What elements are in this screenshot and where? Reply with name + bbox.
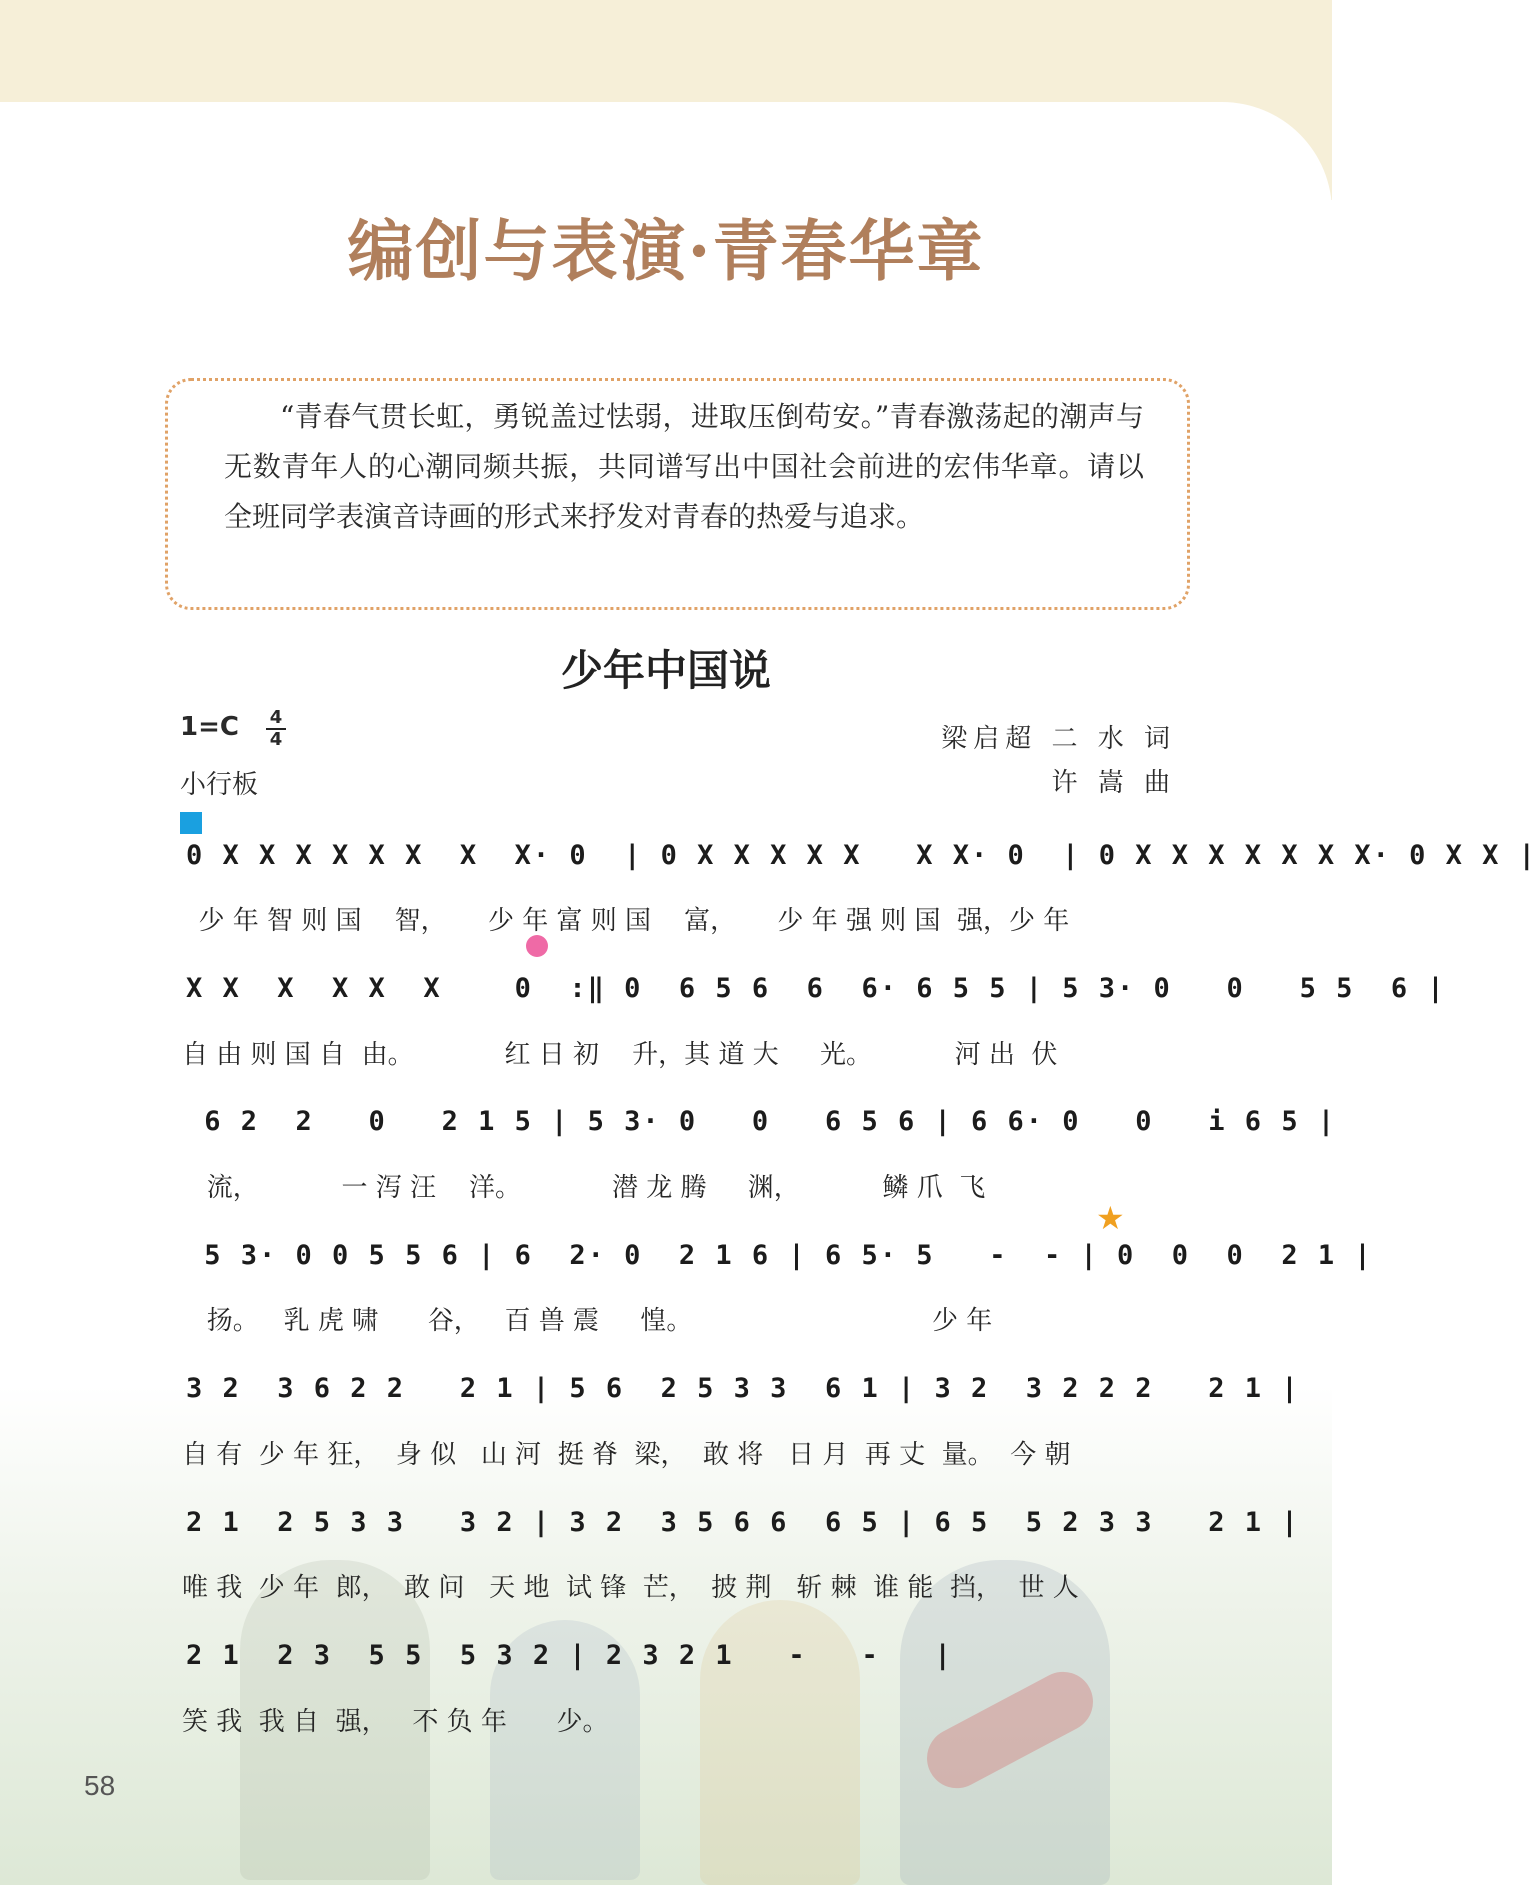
notation-row-6: 2 1 2 5 3 3 3 2 | 3 2 3 5 6 6 6 5 | 6 5 5 2 3 3 2 1 | <box>186 1507 1300 1538</box>
notation-row-5: 3 2 3 6 2 2 2 1 | 5 6 2 5 3 3 6 1 | 3 2 3 2 2 2 2 1 | <box>186 1373 1300 1404</box>
tempo-marking: 小行板 <box>180 770 259 800</box>
lyrics-row-2: 自 由 则 国 自 由。 红 日 初 升，其 道 大 光。 河 出 伏 <box>182 1040 1058 1070</box>
lyrics-row-5: 自 有 少 年 狂， 身 似 山 河 挺 脊 梁， 敢 将 日 月 再 丈 量。 今 朝 <box>182 1440 1071 1470</box>
notation-row-7: 2 1 2 3 5 5 5 3 2 | 2 3 2 1 - - | <box>186 1640 953 1671</box>
notation-row-1: 0 X X X X X X X X· 0 | 0 X X X X X X X· 0 | 0 X X X X X X X· 0 X X | <box>186 840 1537 871</box>
key-signature: 1=C <box>180 712 239 742</box>
notation-row-2: X X X X X X 0 :‖ 0 6 5 6 6 6· 6 5 5 | 5 3· 0 0 5 5 6 | <box>186 973 1446 1004</box>
time-signature-top: 4 <box>269 707 283 728</box>
lyrics-row-6: 唯 我 少 年 郎， 敢 问 天 地 试 锋 芒， 披 荆 斩 棘 谁 能 挡， 世 人 <box>182 1573 1079 1603</box>
song-title: 少年中国说 <box>560 646 771 695</box>
star-marker-icon: ★ <box>1096 1199 1125 1237</box>
lyrics-row-4: 扬。 乳 虎 啸 谷， 百 兽 震 惶。 少 年 <box>182 1306 993 1336</box>
pink-dot-marker <box>526 935 548 957</box>
blue-square-marker <box>180 812 202 834</box>
lyricist-credit: 梁启超 二 水 词 <box>941 724 1176 754</box>
lyrics-row-1: 少 年 智 则 国 智， 少 年 富 则 国 富， 少 年 强 则 国 强，少 年 <box>182 906 1070 936</box>
notation-row-3: 6 2 2 0 2 1 5 | 5 3· 0 0 6 5 6 | 6 6· 0 0 i 6 5 | <box>186 1106 1337 1137</box>
intro-text: “青春气贯长虹，勇锐盖过怯弱，进取压倒苟安。”青春激荡起的潮声与无数青年人的心潮同频共振，共同谱写出中国社会前进的宏伟华章。请以全班同学表演音诗画的形式来抒发对青春的热爱与追求。 <box>224 400 1144 533</box>
time-signature <box>266 708 286 750</box>
page-title: 编创与表演·青春华章 <box>347 212 985 290</box>
lyrics-row-3: 流， 一 泻 汪 洋。 潜 龙 腾 渊， 鳞 爪 飞 <box>182 1173 986 1203</box>
lyrics-row-7: 笑 我 我 自 强， 不 负 年 少。 <box>182 1707 609 1737</box>
notation-row-4: 5 3· 0 0 5 5 6 | 6 2· 0 2 1 6 | 6 5· 5 - - | 0 0 0 2 1 | <box>186 1240 1373 1271</box>
page-number: 58 <box>84 1770 116 1801</box>
composer-credit: 许 嵩 曲 <box>1051 768 1176 798</box>
time-signature-bottom: 4 <box>266 728 286 750</box>
